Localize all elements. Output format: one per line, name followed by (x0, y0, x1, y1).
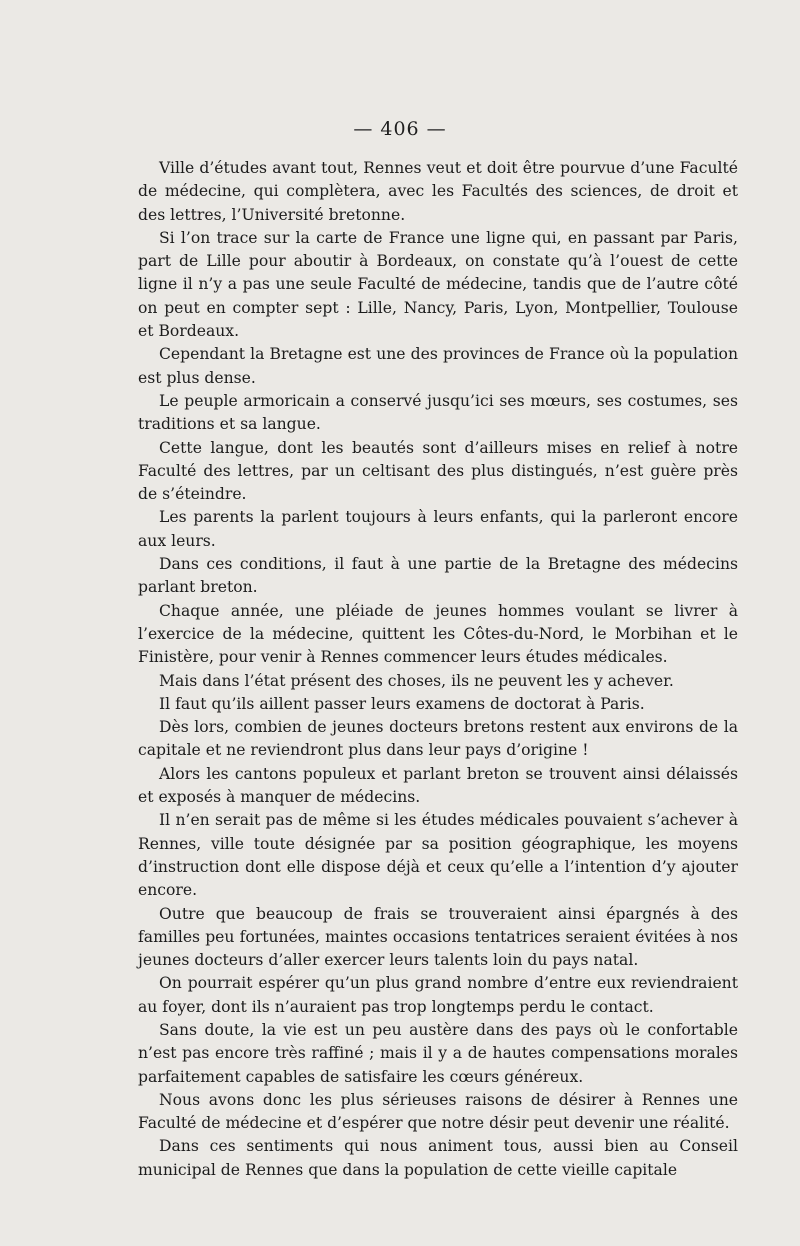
paragraph-11: Dès lors, combien de jeunes docteurs bretons restent aux environs de la capitale et ne reviendront plus dans leur pays d’origine ! (138, 718, 738, 760)
paragraph-1: Ville d’études avant tout, Rennes veut et doit être pourvue d’une Faculté de médecine, qui complètera, avec les Facultés des sciences, de droit et des lettres, l’Université bretonne. (138, 159, 738, 224)
paragraph-5: Cette langue, dont les beautés sont d’ailleurs mises en relief à notre Faculté des lettres, par un celtisant des plus distingués, n’est guère près de s’éteindre. (138, 438, 738, 504)
body-text (138, 157, 738, 1182)
paragraph-10: Il faut qu’ils aillent passer leurs examens de doctorat à Paris. (159, 694, 645, 713)
paragraph-4: Le peuple armoricain a conservé jusqu’ici ses mœurs, ses costumes, ses traditions et sa langue. (138, 391, 738, 434)
paragraph-6: Les parents la parlent toujours à leurs enfants, qui la parleront encore aux leurs. (138, 508, 738, 550)
paragraph-2: Si l’on trace sur la carte de France une ligne qui, en passant par Paris, part de Lille pour aboutir à Bordeaux, on constate qu’à l’ouest de cette ligne il n’y a pas une seule Faculté de médecine, tandis que de l’autre côté on peut en compter sept : Lille, Nancy, Paris, Lyon, Montpellier, Toulouse et Bordeaux. (138, 228, 738, 341)
paragraph-3: Cependant la Bretagne est une des provinces de France où la population est plus dense. (138, 345, 738, 387)
paragraph-16: Sans doute, la vie est un peu austère dans des pays où le confortable n’est pas encore très raffiné ; mais il y a de hautes compensations morales parfaitement capables de satisfaire les cœurs généreux. (138, 1020, 738, 1086)
paragraph-8: Chaque année, une pléiade de jeunes hommes voulant se livrer à l’exercice de la médecine, quittent les Côtes-du-Nord, le Morbihan et le Finistère, pour venir à Rennes commencer leurs études médicales. (138, 601, 738, 667)
paragraph-9: Mais dans l’état présent des choses, ils ne peuvent les y achever. (159, 671, 674, 690)
paragraph-15: On pourrait espérer qu’un plus grand nombre d’entre eux reviendraient au foyer, dont ils n’auraient pas trop longtemps perdu le contact. (138, 974, 738, 1016)
paragraph-13: Il n’en serait pas de même si les études médicales pouvaient s’achever à Rennes, ville toute désignée par sa position géographique, les moyens d’instruction dont elle dispose déjà et ceux qu’elle a l’intention d’y ajouter encore. (138, 811, 738, 900)
paragraph-12: Alors les cantons populeux et parlant breton se trouvent ainsi délaissés et exposés à manquer de médecins. (138, 764, 738, 807)
page-number: — 406 — (353, 118, 447, 140)
paragraph-14: Outre que beaucoup de frais se trouveraient ainsi épargnés à des familles peu fortunées, maintes occasions tentatrices seraient évitées à nos jeunes docteurs d’aller exercer leurs talents loin du pays natal. (138, 904, 738, 970)
paragraph-7: Dans ces conditions, il faut à une partie de la Bretagne des médecins parlant breton. (138, 555, 738, 597)
paragraph-17: Nous avons donc les plus sérieuses raisons de désirer à Rennes une Faculté de médecine et d’espérer que notre désir peut devenir une réalité. (138, 1090, 738, 1133)
paragraph-18: Dans ces sentiments qui nous animent tous, aussi bien au Conseil municipal de Rennes que dans la population de cette vieille capitale (138, 1137, 738, 1179)
